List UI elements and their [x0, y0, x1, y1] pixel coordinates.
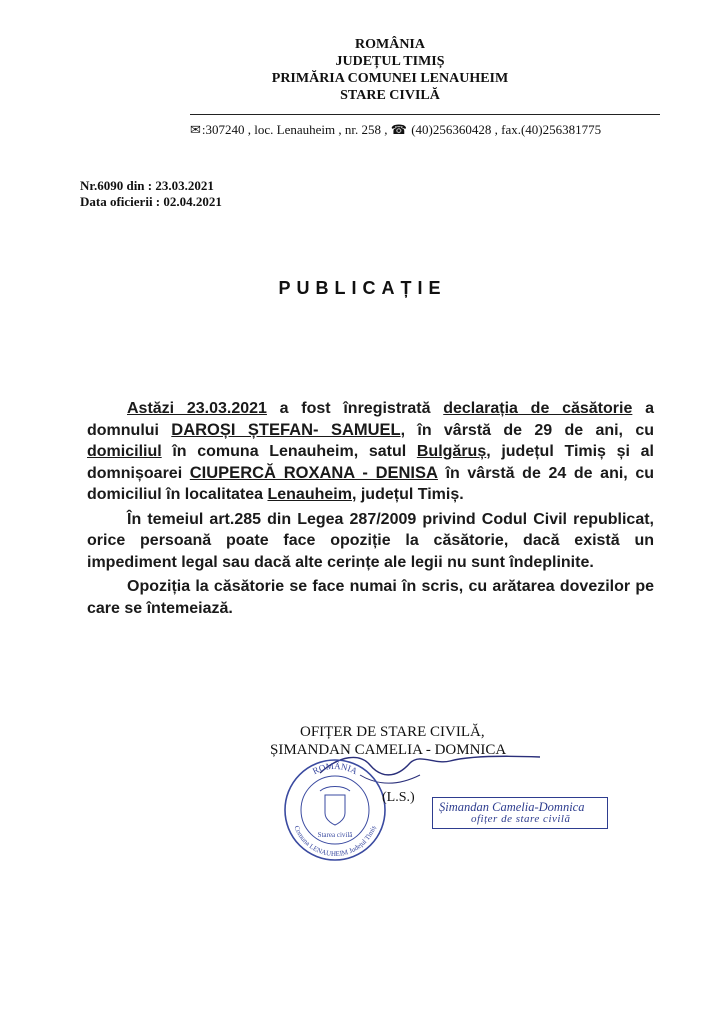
locality-name: Lenauheim — [267, 486, 352, 503]
letterhead — [250, 36, 530, 104]
header-department: STARE CIVILĂ — [340, 88, 440, 103]
coat-of-arms-icon — [320, 787, 350, 826]
envelope-icon: ✉ — [190, 122, 201, 137]
declaration-phrase: declarația de căsătorie — [443, 400, 633, 417]
signatory-name: ȘIMANDAN CAMELIA - DOMNICA — [270, 742, 507, 758]
contact-address: :307240 , loc. Lenauheim , nr. 258 , — [201, 122, 391, 137]
bride-name: CIUPERCĂ ROXANA - DENISA — [189, 463, 438, 482]
header-divider — [190, 114, 660, 115]
publication-body — [87, 398, 654, 622]
page-title: PUBLICAȚIE — [278, 278, 447, 298]
phone-icon: ☎ — [390, 122, 407, 137]
ceremony-date: Data oficierii : 02.04.2021 — [80, 194, 222, 209]
seal-middle-text: Starea civilă — [317, 831, 353, 839]
header-county: JUDEȚUL TIMIȘ — [335, 54, 445, 69]
name-stamp — [432, 797, 608, 829]
today-date: Astăzi 23.03.2021 — [127, 400, 267, 417]
header-city-hall: PRIMĂRIA COMUNEI LENAUHEIM — [271, 71, 509, 86]
seal-bottom-text: Comuna LENAUHEIM Județul Timiș — [292, 824, 378, 859]
stamp-role: ofițer de stare civilă — [471, 813, 571, 825]
registration-number: Nr.6090 din : 23.03.2021 — [80, 178, 214, 193]
contact-line — [190, 122, 710, 138]
official-round-seal — [280, 755, 390, 865]
domicile-word: domiciliul — [87, 443, 162, 460]
stamp-name: Șimandan Camelia-Domnica — [439, 800, 585, 814]
groom-name: DAROȘI ȘTEFAN- SAMUEL — [171, 420, 401, 439]
signatory-title: OFIȚER DE STARE CIVILĂ, — [300, 724, 485, 740]
paragraph-declaration: Astăzi 23.03.2021 a fost înregistrată declarația de căsătorie a domnului DAROȘI ȘTEFAN- SAMUEL, în vârstă de 29 de ani, cu domiciliul în comuna Lenauheim, satul Bulgăruș, județul Timiș și al domnișoarei CIUPERCĂ ROXANA - DENISA în vârstă de 24 de ani, cu domiciliul în localitatea Lenauheim, județul Timiș. — [87, 400, 655, 503]
registration-refs — [80, 178, 222, 210]
paragraph-opposition: Opoziția la căsătorie se face numai în scris, cu arătarea dovezilor pe care se întemeiază. — [87, 578, 654, 617]
header-country: ROMÂNIA — [355, 37, 425, 52]
locus-sigilli: (L.S.) — [382, 790, 415, 805]
seal-top-text: ROMÂNIA — [310, 760, 360, 777]
village-name: Bulgăruș — [416, 443, 487, 460]
svg-text:Comuna LENAUHEIM Județul Timiș — [292, 824, 377, 858]
paragraph-legal-basis: În temeiul art.285 din Legea 287/2009 privind Codul Civil republicat, orice persoană poate face opoziție la căsătorie, dacă există un impediment legal sau dacă alte cerințe ale legii nu sunt îndeplinite. — [87, 510, 654, 571]
contact-phone-fax: (40)256360428 , fax.(40)256381775 — [407, 122, 602, 137]
